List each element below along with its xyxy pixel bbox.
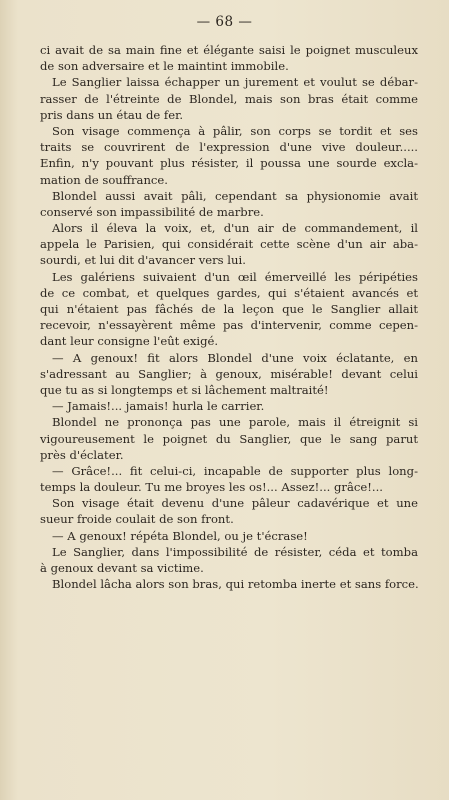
text-line: ci avait de sa main fine et élégante saisi le poignet musculeux (40, 43, 418, 57)
text-line: — A genoux! répéta Blondel, ou je t'écrase! (52, 528, 308, 543)
text-line: vigoureusement le poignet du Sanglier, que le sang parut (40, 431, 418, 446)
text-line: rasser de l'étreinte de Blondel, mais son bras était comme (40, 91, 418, 106)
text-line: près d'éclater. (40, 447, 124, 462)
text-line: — Grâce!... fit celui-ci, incapable de supporter plus long- (52, 463, 418, 478)
text-line: pris dans un étau de fer. (40, 107, 184, 122)
text-line: Blondel aussi avait pâli, cependant sa physionomie avait (52, 188, 418, 203)
text-line: mation de souffrance. (40, 172, 168, 187)
text-line: Le Sanglier laissa échapper un jurement et voulut se débar- (52, 75, 418, 90)
text-line: Enfin, n'y pouvant plus résister, il poussa une sourde excla- (40, 156, 418, 171)
paragraph (40, 398, 418, 414)
text-line: sueur froide coulait de son front. (40, 512, 234, 527)
text-line: recevoir, n'essayèrent même pas d'intervenir, comme cepen- (40, 318, 418, 333)
paragraph (40, 576, 418, 592)
text-line: Son visage commença à pâlir, son corps se tordit et ses (52, 123, 418, 138)
paragraph (40, 350, 418, 399)
text-line: Blondel lâcha alors son bras, qui retomba inerte et sans force. (52, 577, 419, 592)
text-line: Son visage était devenu d'une pâleur cadavérique et une (52, 496, 418, 511)
paragraph (40, 188, 418, 220)
text-line: s'adressant au Sanglier; à genoux, misérable! devant celui (40, 366, 418, 381)
text-line: temps la douleur. Tu me broyes les os!... Assez!... grâce!... (40, 480, 383, 495)
text-line: dant leur consigne l'eût exigé. (40, 334, 219, 349)
text-line: traits se couvrirent de l'expression d'une vive douleur..... (40, 140, 418, 155)
paragraph (40, 269, 418, 350)
text-line: appela le Parisien, qui considérait cette scène d'un air aba- (40, 237, 418, 252)
text-line: conservé son impassibilité de marbre. (40, 204, 264, 219)
paragraph (40, 74, 418, 123)
text-line: Le Sanglier, dans l'impossibilité de résister, céda et tomba (52, 544, 418, 559)
text-line: Alors il éleva la voix, et, d'un air de commandement, il (52, 221, 418, 236)
paragraph (40, 414, 418, 463)
text-line: — A genoux! fit alors Blondel d'une voix éclatante, en (52, 350, 418, 365)
text-line: Les galériens suivaient d'un œil émerveillé les péripéties (52, 269, 418, 284)
paragraph (40, 220, 418, 269)
text-line: qui n'étaient pas fâchés de la leçon que le Sanglier allait (40, 302, 418, 316)
text-line: — Jamais!... jamais! hurla le carrier. (52, 399, 265, 414)
text-line: Blondel ne prononça pas une parole, mais il étreignit si (52, 415, 418, 430)
text-line: à genoux devant sa victime. (40, 561, 204, 575)
paragraph (40, 495, 418, 527)
text-line: que tu as si longtemps et si lâchement maltraité! (40, 382, 329, 397)
paragraph (40, 42, 418, 74)
text-line: de son adversaire et le maintint immobile. (40, 59, 289, 74)
page-number: — 68 — (196, 14, 253, 30)
paragraph (40, 463, 418, 495)
paragraph (40, 123, 418, 188)
page-body-text (40, 42, 418, 592)
paragraph (40, 528, 418, 544)
text-line: de ce combat, et quelques gardes, qui s'étaient avancés et (40, 285, 418, 300)
text-line: sourdi, et lui dit d'avancer vers lui. (40, 253, 246, 268)
paragraph (40, 544, 418, 576)
